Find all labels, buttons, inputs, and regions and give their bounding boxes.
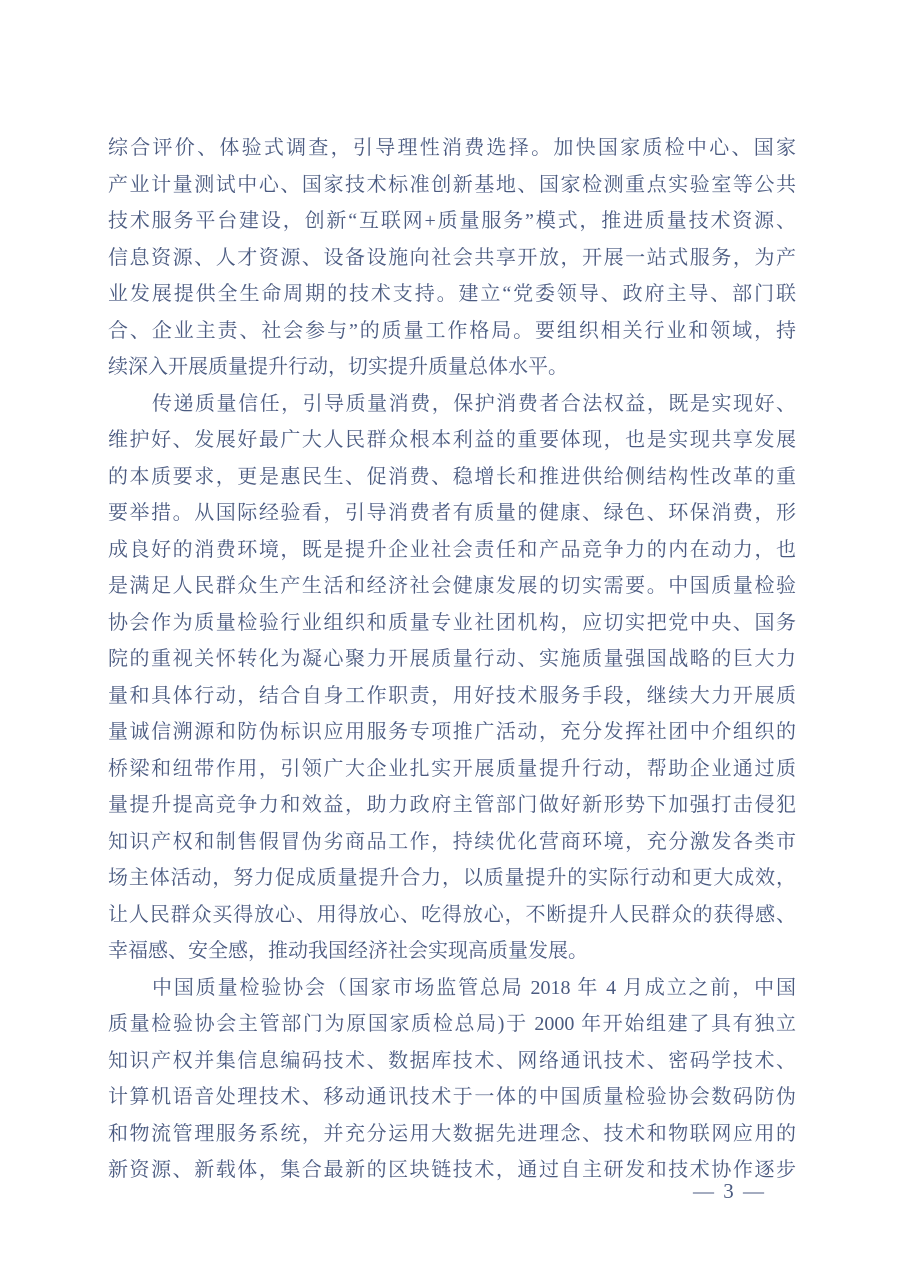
text-line: 院的重视关怀转化为凝心聚力开展质量行动、实施质量强国战略的巨大力 — [108, 648, 796, 670]
text-line: 计算机语音处理技术、移动通讯技术于一体的中国质量检验协会数码防伪 — [108, 1086, 796, 1108]
text-line: 产业计量测试中心、国家技术标准创新基地、国家检测重点实验室等公共 — [108, 173, 796, 196]
text-line: 知识产权并集信息编码技术、数据库技术、网络通讯技术、密码学技术、 — [108, 1049, 796, 1072]
text-line: 量诚信溯源和防伪标识应用服务专项推广活动，充分发挥社团中介组织的 — [108, 721, 796, 743]
text-line: 协会作为质量检验行业组织和质量专业社团机构，应切实把党中央、国务 — [108, 611, 796, 634]
document-body — [108, 130, 796, 1189]
text-line: 综合评价、体验式调查，引导理性消费选择。加快国家质检中心、国家 — [108, 137, 796, 159]
text-line: 维护好、发展好最广大人民群众根本利益的重要体现，也是实现共享发展 — [108, 429, 796, 451]
text-line: 量和具体行动，结合自身工作职责，用好技术服务手段，继续大力开展质 — [108, 684, 796, 707]
text-line: 场主体活动，努力促成质量提升合力，以质量提升的实际行动和更大成效， — [108, 867, 796, 889]
text-line: 要举措。从国际经验看，引导消费者有质量的健康、绿色、环保消费，形 — [108, 502, 796, 524]
text-line: 是满足人民群众生产生活和经济社会健康发展的切实需要。中国质量检验 — [108, 575, 796, 597]
paragraph-1 — [108, 130, 796, 386]
page-number: — 3 — — [693, 1179, 766, 1203]
text-line: 传递质量信任，引导质量消费，保护消费者合法权益，既是实现好、 — [152, 392, 796, 415]
text-line: 知识产权和制售假冒伪劣商品工作，持续优化营商环境，充分激发各类市 — [108, 830, 796, 853]
text-line: 幸福感、安全感，推动我国经济社会实现高质量发展。 — [108, 940, 588, 962]
text-line: 信息资源、人才资源、设备设施向社会共享开放，开展一站式服务，为产 — [108, 246, 796, 269]
text-line: 让人民群众买得放心、用得放心、吃得放心，不断提升人民群众的获得感、 — [108, 903, 796, 926]
text-line: 和物流管理服务系统，并充分运用大数据先进理念、技术和物联网应用的 — [108, 1122, 796, 1145]
text-line: 合、企业主责、社会参与”的质量工作格局。要组织相关行业和领域，持 — [108, 319, 796, 342]
text-line: 业发展提供全生命周期的技术支持。建立“党委领导、政府主导、部门联 — [108, 283, 796, 305]
text-line: 续深入开展质量提升行动，切实提升质量总体水平。 — [108, 356, 568, 378]
text-line: 成良好的消费环境，既是提升企业社会责任和产品竞争力的内在动力，也 — [108, 538, 796, 561]
text-line: 技术服务平台建设，创新“互联网+质量服务”模式，推进质量技术资源、 — [108, 210, 796, 232]
text-line: 新资源、新载体，集合最新的区块链技术，通过自主研发和技术协作逐步 — [108, 1159, 796, 1181]
paragraph-3 — [108, 970, 796, 1189]
text-line: 量提升提高竞争力和效益，助力政府主管部门做好新形势下加强打击侵犯 — [108, 794, 796, 816]
paragraph-2 — [108, 386, 796, 970]
text-line: 中国质量检验协会（国家市场监管总局 2018 年 4 月成立之前，中国 — [152, 976, 796, 999]
text-line: 质量检验协会主管部门为原国家质检总局)于 2000 年开始组建了具有独立 — [108, 1013, 796, 1035]
text-line: 桥梁和纽带作用，引领广大企业扎实开展质量提升行动，帮助企业通过质 — [108, 757, 796, 780]
text-line: 的本质要求，更是惠民生、促消费、稳增长和推进供给侧结构性改革的重 — [108, 465, 796, 488]
